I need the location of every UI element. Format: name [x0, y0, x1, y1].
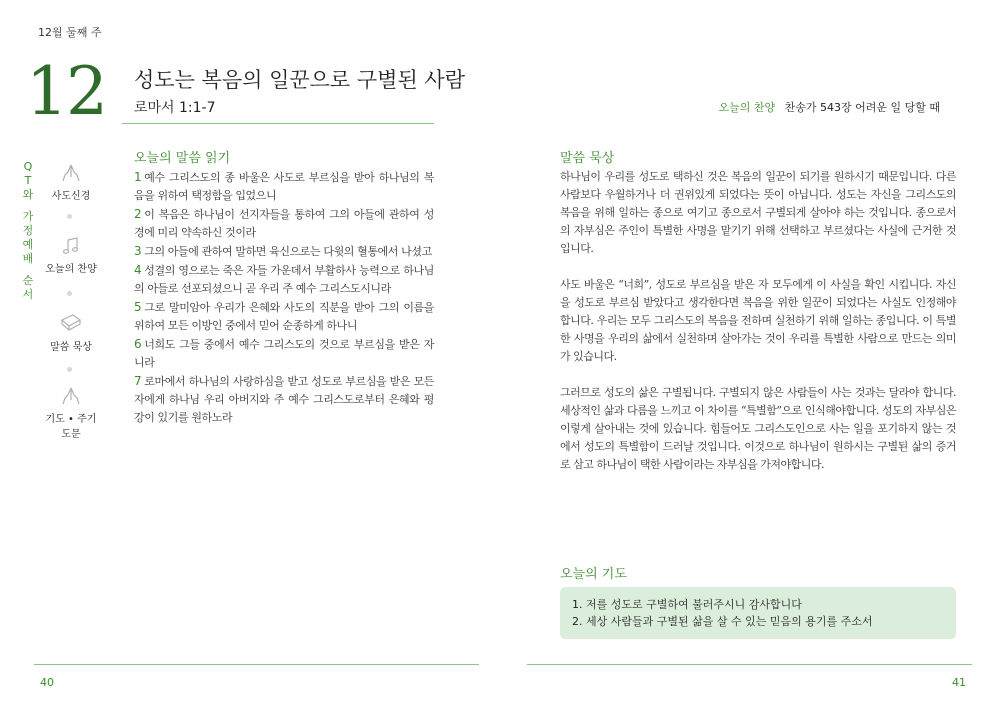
prayer-box: [560, 587, 956, 639]
header-divider: [122, 123, 434, 124]
verse-number: 6: [134, 337, 142, 351]
verse-text: 너희도 그들 중에서 예수 그리스도의 것으로 부르심을 받은 자니라: [134, 338, 434, 369]
meditation-paragraph: 사도 바울은 “너희”, 성도로 부르심을 받은 자 모두에게 이 사실을 확인 시킵니다. 자신을 성도로 부르심 받았다고 생각한다면 복음을 위한 일꾼이 되었다는 사실도 인정해야 합니다. 우리는 모두 그리스도의 복음을 전하며 실천하기 위해 일하는 종입니다. 이 특별한 사명을 우리의 삶에서 실천하며 살아가는 것이 우리를 특별한 사람으로 만드는 의미가 있습니다.: [560, 278, 956, 363]
verse-text: 예수 그리스도의 종 바울은 사도로 부르심을 받아 하나님의 복음을 위하여 택정함을 입었으니: [134, 171, 434, 202]
sidebar-item-label: 기도 • 주기도문: [45, 414, 97, 440]
sidebar-item-label: 말씀 묵상: [50, 342, 92, 353]
prayer-line: 2. 세상 사람들과 구별된 삶을 살 수 있는 믿음의 용기를 주소서: [572, 615, 873, 628]
meditation-paragraph: 그러므로 성도의 삶은 구별됩니다. 구별되지 않은 사람들이 사는 것과는 달라야 합니다. 세상적인 삶과 다름을 느끼고 이 차이를 “특별함”으로 인식해야합니다. 성도의 자부심은 이렇게 살아내는 것에 있습니다. 힘들어도 그리스도인으로 사는 일을 포기하지 않는 것에서 성도의 특별함이 드러날 것입니다. 이것으로 하나님이 원하시는 구별된 삶의 증거로 삼고 하나님이 택한 사람이라는 자부심을 가져야합니다.: [560, 386, 956, 471]
verse-text: 그의 아들에 관하여 말하면 육신으로는 다윗의 혈통에서 나셨고: [144, 245, 432, 258]
verse: [134, 372, 434, 427]
verse: [134, 168, 434, 205]
bible-book-icon: [59, 312, 83, 334]
meditation-heading: 말씀 묵상: [560, 151, 615, 166]
page-number-right: 41: [952, 676, 966, 689]
footer-divider-right: [527, 664, 972, 665]
day-number: 12: [26, 53, 106, 130]
sidebar-item-label: 사도신경: [51, 191, 91, 202]
verse-number: 4: [134, 263, 142, 277]
hymn-value: 찬송가 543장 어려운 일 당할 때: [784, 101, 940, 114]
hymn-line: [560, 99, 940, 115]
verse-text: 성결의 영으로는 죽은 자들 가운데서 부활하사 능력으로 하나님의 아들로 선포되셨으니 곧 우리 주 예수 그리스도시니라: [134, 264, 434, 295]
verse: [134, 242, 434, 261]
meditation-paragraph: 하나님이 우리를 성도로 택하신 것은 복음의 일꾼이 되기를 원하시기 때문입니다. 다른 사람보다 우월하거나 더 권위있게 되었다는 뜻이 아닙니다. 성도는 자신을 그리스도의 복음을 위해 일하는 종으로 여기고 종으로서 구별되게 살아야 하는 것입니다. 종으로서의 자부심은 주인이 특별한 사명을 맡기기 위해 선택하고 부르셨다는 사실에 근거한 것입니다.: [560, 170, 956, 255]
reading-heading: 오늘의 말씀 읽기: [134, 151, 231, 166]
sidebar-item-label: 오늘의 찬양: [45, 264, 97, 275]
praying-hands-icon: [60, 386, 82, 406]
verse-number: 5: [134, 300, 142, 314]
sidebar-dot: [67, 291, 72, 296]
verse: [134, 261, 434, 298]
praying-hands-icon: [60, 163, 82, 183]
week-label: 12월 둘째 주: [38, 26, 102, 39]
sidebar-item-apostles-creed: [42, 163, 100, 202]
verse-text: 로마에서 하나님의 사랑하심을 받고 성도로 부르심을 받은 모든 자에게 하나님 우리 아버지와 주 예수 그리스도로부터 은혜와 평강이 있기를 원하노라: [134, 375, 434, 424]
prayer-heading: 오늘의 기도: [560, 567, 627, 582]
prayer-line: 1. 저를 성도로 구별하여 불러주시니 감사합니다: [572, 598, 802, 611]
verse-number: 1: [134, 170, 142, 184]
verse-text: 이 복음은 하나님이 선지자들을 통하여 그의 아들에 관하여 성경에 미리 약속하신 것이라: [134, 208, 434, 239]
sidebar-item-prayer: [42, 386, 100, 440]
sidebar-dot: [67, 214, 72, 219]
scripture-text: [134, 168, 434, 427]
qt-order-vertical-label: Q T 와 가 정 예 배 순 서: [22, 160, 34, 301]
sidebar-item-hymn: [42, 236, 100, 275]
page-title: 성도는 복음의 일꾼으로 구별된 사람: [134, 68, 465, 92]
verse-number: 3: [134, 244, 142, 258]
verse-number: 2: [134, 207, 142, 221]
verse: [134, 335, 434, 372]
meditation-text: [560, 168, 956, 492]
sidebar-item-meditation: [42, 312, 100, 353]
scripture-reference: 로마서 1:1-7: [134, 100, 216, 116]
verse-text: 그로 말미암아 우리가 은혜와 사도의 직분을 받아 그의 이름을 위하여 모든 이방인 중에서 믿어 순종하게 하나니: [134, 301, 434, 332]
verse-number: 7: [134, 374, 142, 388]
footer-divider-left: [34, 664, 479, 665]
music-note-icon: [62, 236, 80, 256]
page-number-left: 40: [40, 676, 54, 689]
sidebar-dot: [67, 367, 72, 372]
verse: [134, 205, 434, 242]
verse: [134, 298, 434, 335]
hymn-label: 오늘의 찬양: [718, 101, 776, 114]
